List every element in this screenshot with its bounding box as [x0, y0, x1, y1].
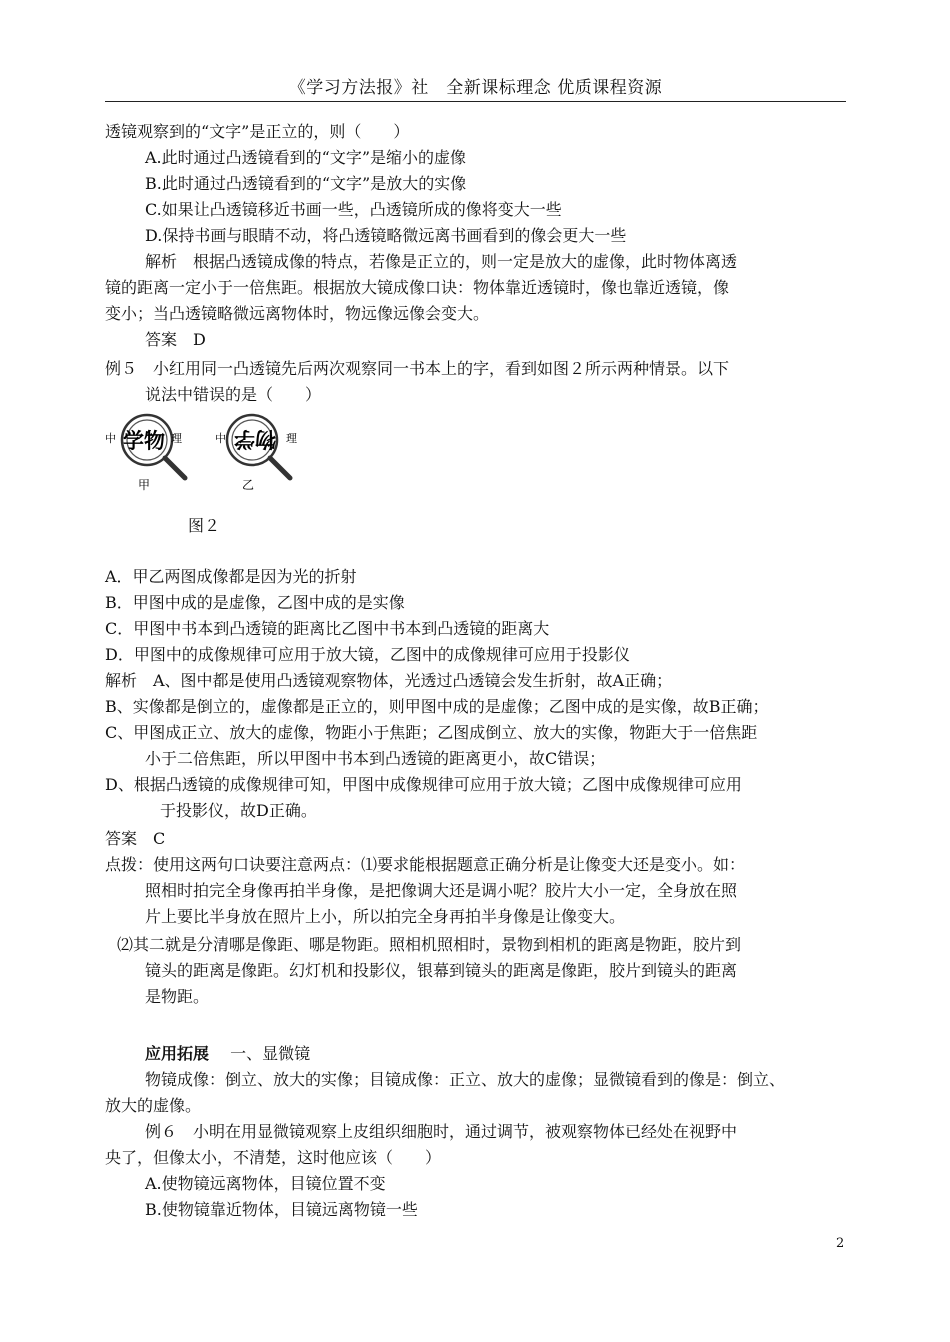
page-number: 2 [836, 1236, 845, 1251]
option-a: A.此时通过凸透镜看到的“文字”是缩小的虚像 [145, 148, 467, 167]
body-line: 物镜成像：倒立、放大的实像；目镜成像：正立、放大的虚像；显微镜看到的像是：倒立、 [145, 1070, 786, 1089]
option-d: D.保持书画与眼睛不动，将凸透镜略微远离书画看到的像会更大一些 [145, 226, 627, 245]
example-6-question: 央了，但像太小，不清楚，这时他应该（ ） [105, 1148, 442, 1167]
answer-line: 答案 C [105, 829, 166, 848]
tip-line: ⑵其二就是分清哪是像距、哪是物距。照相机照相时，景物到相机的距离是物距，胶片到 [117, 935, 742, 954]
left-lens-magnified-text: 学物 [123, 429, 165, 453]
header-divider [105, 101, 846, 102]
option-b: B．甲图中成的是虚像，乙图中成的是实像 [105, 593, 405, 612]
figure-label-yi: 乙 [242, 478, 255, 492]
tip-line: 镜头的距离是像距。幻灯机和投影仪，银幕到镜头的距离是像距，胶片到镜头的距离 [145, 961, 738, 980]
analysis-line: D、根据凸透镜的成像规律可知，甲图中成像规律可应用于放大镜；乙图中成像规律可应用 [105, 775, 742, 794]
analysis-line: B、实像都是倒立的，虚像都是正立的，则甲图中成的是虚像；乙图中成的是实像，故B正确； [105, 697, 769, 716]
analysis-line: 镜的距离一定小于一倍焦距。根据放大镜成像口诀：物体靠近透镜时，像也靠近透镜，像 [105, 278, 730, 297]
tip-line: 点拨：使用这两句口诀要注意两点：⑴要求能根据题意正确分析是让像变大还是变小。如： [105, 855, 746, 874]
figure-label-jia: 甲 [138, 478, 151, 492]
analysis-line: 小于二倍焦距，所以甲图中书本到凸透镜的距离更小，故C错误； [145, 749, 606, 768]
figure-caption: 图２ [188, 516, 221, 535]
option-a: A．甲乙两图成像都是因为光的折射 [105, 567, 357, 586]
option-b: B.此时通过凸透镜看到的“文字”是放大的实像 [145, 174, 467, 193]
option-a: A.使物镜远离物体，目镜位置不变 [145, 1174, 386, 1193]
magnifier-right-handle [270, 458, 290, 478]
text-line: 透镜观察到的“文字”是正立的，则（ ） [105, 122, 410, 141]
option-d: D．甲图中的成像规律可应用于放大镜，乙图中的成像规律可应用于投影仪 [105, 645, 630, 664]
option-b: B.使物镜靠近物体，目镜远离物镜一些 [145, 1200, 418, 1219]
answer-line: 答案 D [145, 330, 206, 349]
magnifier-left-handle [165, 458, 185, 478]
example-5-question: 例５ 小红用同一凸透镜先后两次观察同一书本上的字，看到如图２所示两种情景。以下 [105, 359, 730, 378]
option-c: C．甲图中书本到凸透镜的距离比乙图中书本到凸透镜的距离大 [105, 619, 550, 638]
section-heading: 应用拓展 [145, 1044, 210, 1063]
analysis-line: 解析 A、图中都是使用凸透镜观察物体，光透过凸透镜会发生折射，故A正确； [105, 671, 673, 690]
example-6-question: 例６ 小明在用显微镜观察上皮组织细胞时，通过调节，被观察物体已经处在视野中 [145, 1122, 738, 1141]
tip-line: 照相时拍完全身像再拍半身像，是把像调大还是调小呢？胶片大小一定，全身放在照 [145, 881, 738, 900]
figure-side-label: 理 [286, 432, 297, 445]
analysis-line: 解析 根据凸透镜成像的特点，若像是正立的，则一定是放大的虚像，此时物体离透 [145, 252, 738, 271]
body-line: 放大的虚像。 [105, 1096, 202, 1115]
page-header: 《学习方法报》社 全新课标理念 优质课程资源 [288, 78, 663, 98]
option-c: C.如果让凸透镜移近书画一些，凸透镜所成的像将变大一些 [145, 200, 562, 219]
right-lens-inverted-text: 物学 [234, 427, 276, 451]
tip-line: 是物距。 [145, 987, 210, 1006]
section-subheading: 一、显微镜 [230, 1044, 311, 1063]
analysis-line: 变小；当凸透镜略微远离物体时，物远像远像会变大。 [105, 304, 490, 323]
analysis-line: 于投影仪，故D正确。 [160, 801, 317, 820]
section-heading-line [145, 1041, 890, 1067]
tip-line: 片上要比半身放在照片上小，所以拍完全身再拍半身像是让像变大。 [145, 907, 626, 926]
figure-side-label: 中 [215, 432, 226, 445]
analysis-line: C、甲图成正立、放大的虚像，物距小于焦距；乙图成倒立、放大的实像，物距大于一倍焦距 [105, 723, 758, 742]
figure-side-label: 理 [171, 432, 182, 445]
figure-side-label: 中 [105, 432, 116, 445]
figure-2-magnifier-images [105, 413, 305, 495]
example-5-question: 说法中错误的是（ ） [145, 385, 322, 404]
